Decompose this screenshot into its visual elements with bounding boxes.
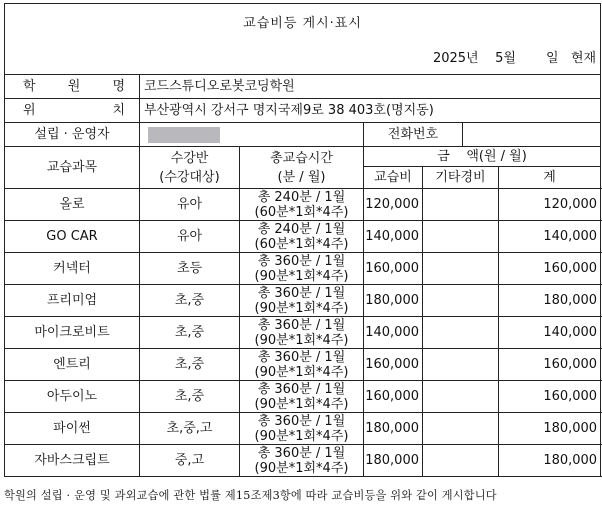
row-hours (240, 221, 364, 253)
row-tuition: 140,000 (364, 221, 423, 253)
col-tuition-header: 교습비 (364, 167, 423, 189)
row-subject: 자바스크립트 (5, 445, 140, 477)
row-total: 160,000 (499, 381, 601, 413)
row-subject: 프리미엄 (5, 285, 140, 317)
row-other-fees (423, 445, 499, 477)
row-hours (240, 253, 364, 285)
founder-value-redacted (140, 123, 364, 147)
row-other-fees (423, 413, 499, 445)
location-value: 부산광역시 강서구 명지국제9로 38 403호(명지동) (140, 99, 601, 123)
row-target: 초,중,고 (140, 413, 240, 445)
row-target: 유아 (140, 189, 240, 221)
col-other-header: 기타경비 (423, 167, 499, 189)
row-hours-detail: (90분*1회*4주) (254, 332, 349, 348)
fee-notice-table (4, 3, 601, 477)
col-total-header: 계 (499, 167, 601, 189)
row-total: 140,000 (499, 221, 601, 253)
label-char: 학 (23, 79, 36, 94)
fee-row (5, 349, 601, 381)
row-hours-total: 총 240분 / 1월 (257, 189, 346, 205)
fee-row (5, 253, 601, 285)
row-subject: 엔트리 (5, 349, 140, 381)
legal-footer-note: 학원의 설립 · 운영 및 과외교습에 관한 법률 제15조제3항에 따라 교습비등을 위와 같이 게시합니다 (4, 489, 497, 502)
row-hours-total: 총 360분 / 1월 (257, 285, 346, 301)
row-hours (240, 445, 364, 477)
row-other-fees (423, 285, 499, 317)
row-tuition: 180,000 (364, 445, 423, 477)
document-title: 교습비등 게시·표시 (5, 4, 601, 43)
label-char: 원 (67, 79, 81, 94)
row-hours-detail: (90분*1회*4주) (254, 460, 349, 476)
row-hours-detail: (90분*1회*4주) (254, 428, 349, 444)
row-subject: 파이썬 (5, 413, 140, 445)
phone-value (463, 123, 601, 147)
fee-row (5, 221, 601, 253)
date-month: 5월 (495, 50, 516, 66)
row-target: 초,중 (140, 285, 240, 317)
row-hours-detail: (60분*1회*4주) (254, 236, 349, 252)
row-target: 유아 (140, 221, 240, 253)
row-other-fees (423, 381, 499, 413)
date-day: 일 (545, 50, 559, 66)
col-hours-line1: 총교습시간 (270, 150, 333, 166)
fee-row (5, 381, 601, 413)
founder-label: 설립 · 운영자 (5, 123, 140, 147)
fee-row (5, 189, 601, 221)
row-subject: GO CAR (5, 221, 140, 253)
row-total: 160,000 (499, 253, 601, 285)
col-hours-line2: (분 / 월) (277, 169, 326, 185)
row-target: 초,중 (140, 381, 240, 413)
fee-row (5, 413, 601, 445)
row-hours (240, 349, 364, 381)
fee-row (5, 317, 601, 349)
row-hours-total: 총 360분 / 1월 (257, 381, 346, 397)
row-subject: 올로 (5, 189, 140, 221)
date-line (5, 43, 601, 75)
date-year: 2025년 (432, 50, 479, 66)
row-hours-total: 총 360분 / 1월 (257, 349, 346, 365)
row-hours-total: 총 240분 / 1월 (257, 221, 346, 237)
col-subject-header: 교습과목 (5, 147, 140, 189)
row-total: 180,000 (499, 413, 601, 445)
row-hours (240, 317, 364, 349)
redaction-box (148, 127, 220, 143)
row-hours (240, 413, 364, 445)
row-target: 중,고 (140, 445, 240, 477)
row-target: 초등 (140, 253, 240, 285)
row-total: 140,000 (499, 317, 601, 349)
row-hours-detail: (90분*1회*4주) (254, 300, 349, 316)
row-tuition: 160,000 (364, 349, 423, 381)
col-class-header (140, 147, 240, 189)
row-hours-detail: (90분*1회*4주) (254, 396, 349, 412)
row-hours-total: 총 360분 / 1월 (257, 445, 346, 461)
label-char: 치 (112, 103, 125, 118)
row-hours (240, 189, 364, 221)
row-hours-detail: (60분*1회*4주) (254, 204, 349, 220)
row-subject: 커넥터 (5, 253, 140, 285)
label-char: 위 (23, 103, 36, 118)
academy-name-value: 코드스튜디오로봇코딩학원 (140, 75, 601, 99)
col-class-line2: (수강대상) (159, 169, 220, 185)
row-hours-total: 총 360분 / 1월 (257, 253, 346, 269)
row-tuition: 160,000 (364, 253, 423, 285)
col-class-line1: 수강반 (170, 150, 209, 166)
row-hours (240, 285, 364, 317)
row-other-fees (423, 253, 499, 285)
row-subject: 아두이노 (5, 381, 140, 413)
row-target: 초,중 (140, 317, 240, 349)
label-char: 명 (112, 79, 125, 94)
row-subject: 마이크로비트 (5, 317, 140, 349)
academy-name-label (5, 75, 140, 99)
row-other-fees (423, 189, 499, 221)
row-target: 초,중 (140, 349, 240, 381)
col-amount-header: 금 액(원 / 월) (364, 147, 601, 167)
row-other-fees (423, 221, 499, 253)
row-total: 120,000 (499, 189, 601, 221)
fee-row (5, 285, 601, 317)
row-hours (240, 381, 364, 413)
row-total: 180,000 (499, 445, 601, 477)
row-hours-detail: (90분*1회*4주) (254, 268, 349, 284)
row-tuition: 120,000 (364, 189, 423, 221)
row-hours-detail: (90분*1회*4주) (254, 364, 349, 380)
row-total: 160,000 (499, 349, 601, 381)
date-as-of: 현재 (570, 50, 597, 66)
row-hours-total: 총 360분 / 1월 (257, 317, 346, 333)
row-other-fees (423, 317, 499, 349)
row-total: 180,000 (499, 285, 601, 317)
row-hours-total: 총 360분 / 1월 (257, 413, 346, 429)
location-label (5, 99, 140, 123)
row-tuition: 180,000 (364, 285, 423, 317)
row-tuition: 160,000 (364, 381, 423, 413)
row-other-fees (423, 349, 499, 381)
phone-label: 전화번호 (364, 123, 463, 147)
col-hours-header (240, 147, 364, 189)
row-tuition: 140,000 (364, 317, 423, 349)
fee-row (5, 445, 601, 477)
row-tuition: 180,000 (364, 413, 423, 445)
